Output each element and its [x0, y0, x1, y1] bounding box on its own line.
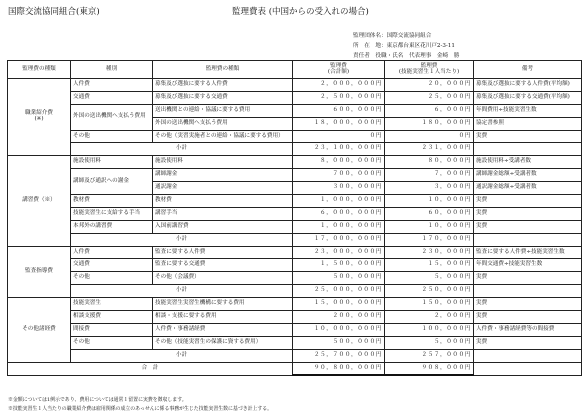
row-amount: １０，０００，０００円 [293, 323, 385, 336]
row-type: 相談支援費 [71, 311, 153, 324]
subtotal-amount: ２３，１００，０００円 [293, 143, 385, 156]
row-amount: ５００，０００円 [293, 336, 385, 349]
subtotal-label: 小計 [71, 349, 293, 362]
grand-total-label: 合 計 [8, 362, 293, 375]
row-note: 監査に要する人件費÷技能実習生数 [474, 246, 582, 259]
row-note: 実費 [474, 311, 582, 324]
row-note: 募集及び選抜に要する人件費(平均額) [474, 79, 582, 92]
row-amount: ２００，０００円 [293, 311, 385, 324]
row-note: 実費 [474, 195, 582, 208]
row-per-person: ３，０００円 [385, 182, 474, 195]
table-row [8, 272, 582, 285]
subtotal-amount: １７，０００，０００円 [293, 233, 385, 246]
section-name: 職業紹介費 (※) [8, 79, 71, 156]
table-row [8, 207, 582, 220]
row-content: 技能実習生実習生機構に要する費用 [153, 298, 293, 311]
row-amount: １，５００，０００円 [293, 259, 385, 272]
subtotal-per-person: ２３１，０００円 [385, 143, 474, 156]
row-note: 通訳謝金総額÷受講者数 [474, 182, 582, 195]
row-per-person: ６０，０００円 [385, 207, 474, 220]
subtotal-row [8, 285, 582, 298]
row-note: 実費 [474, 336, 582, 349]
row-note: 人件費・事務諸経費等の間接費 [474, 323, 582, 336]
row-type: 本邦外の講習費 [71, 220, 153, 233]
row-type: 交通費 [71, 91, 153, 104]
grand-total-note [474, 362, 582, 375]
table-row [8, 79, 582, 92]
row-type: 人件費 [71, 246, 153, 259]
row-content: 講師謝金 [153, 169, 293, 182]
header-category: 監理費の種類 [8, 61, 71, 79]
row-amount: ２３，０００，０００円 [293, 246, 385, 259]
supervising-body: 監理団体名：国際交流協同組合 [353, 33, 432, 39]
row-type: その他 [71, 272, 153, 285]
row-amount: １，０００，０００円 [293, 195, 385, 208]
row-content: 募集及び選抜に要する交通費 [153, 91, 293, 104]
subtotal-label: 小計 [71, 285, 293, 298]
table-row [8, 259, 582, 272]
row-content: その他（実習実施者との連絡・協議に要する費用） [153, 130, 293, 143]
row-per-person: ２５，０００円 [385, 91, 474, 104]
row-per-person: １００，０００円 [385, 323, 474, 336]
subtotal-label: 小計 [71, 233, 293, 246]
row-note: 年間交通費÷技能実習生数 [474, 259, 582, 272]
subtotal-per-person: １７０，０００円 [385, 233, 474, 246]
row-type: その他 [71, 130, 153, 143]
row-amount: ６，０００，０００円 [293, 207, 385, 220]
row-content: 外国の送出機関へ支払う費用 [153, 117, 293, 130]
table-row [8, 246, 582, 259]
row-content: 施設使用料 [153, 156, 293, 169]
table-row [8, 104, 582, 117]
table-row [8, 91, 582, 104]
row-amount: ６００，０００円 [293, 104, 385, 117]
row-content: 通訳謝金 [153, 182, 293, 195]
grand-total-amount: ９０，８００，０００円 [293, 362, 385, 375]
row-per-person: １０，０００円 [385, 195, 474, 208]
section-name: 講習費（※） [8, 156, 71, 246]
row-content: 送出機関との連絡・協議に要する費用 [153, 104, 293, 117]
subtotal-row [8, 233, 582, 246]
row-per-person: ２，０００円 [385, 311, 474, 324]
address: 所 在 地：東京都台東区花川戸2-3-11 [353, 43, 455, 49]
subtotal-note [474, 143, 582, 156]
subtotal-row [8, 349, 582, 362]
subtotal-row [8, 143, 582, 156]
row-content: 募集及び選抜に要する人件費 [153, 79, 293, 92]
document-title: 監理費表 (中国からの受入れの場合) [232, 7, 369, 17]
row-content: 入国前講習費 [153, 220, 293, 233]
subtotal-amount: ２５，７００，０００円 [293, 349, 385, 362]
row-per-person: １５，０００円 [385, 259, 474, 272]
row-note: 実費 [474, 207, 582, 220]
row-amount: ２，５００，０００円 [293, 91, 385, 104]
row-type: 技能実習生 [71, 298, 153, 311]
header-per-person: 監理費 (技能実習生１人当たり) [385, 61, 474, 79]
row-content: 教材費 [153, 195, 293, 208]
row-per-person: ６，０００円 [385, 104, 474, 117]
row-per-person: ５，０００円 [385, 336, 474, 349]
footnote: ※金額については1例示であり、費用については通常１留置に実費を徴収します。 [8, 397, 187, 403]
row-per-person: １５０，０００円 [385, 298, 474, 311]
table-row [8, 336, 582, 349]
row-content: 相談・支援に要する費用 [153, 311, 293, 324]
row-type: 技能実習生に支給する手当 [71, 207, 153, 220]
row-note: 募集及び選抜に要する交通費(平均額) [474, 91, 582, 104]
table-row [8, 156, 582, 169]
row-amount: ３００，０００円 [293, 182, 385, 195]
table-row [8, 323, 582, 336]
section-name: その他諸経費 [8, 298, 71, 362]
row-note: 施設使用料÷受講者数 [474, 156, 582, 169]
row-content: その他（技能実習生の保護に資する費用） [153, 336, 293, 349]
subtotal-note [474, 233, 582, 246]
row-type: 施設使用料 [71, 156, 153, 169]
row-note: 協定書参照 [474, 117, 582, 130]
table-header-row [8, 61, 582, 79]
row-amount: １５，０００，０００円 [293, 298, 385, 311]
table-row [8, 195, 582, 208]
section-name: 監査指導費 [8, 246, 71, 298]
row-content: 講習手当 [153, 207, 293, 220]
row-amount: ２，０００，０００円 [293, 79, 385, 92]
subtotal-note [474, 349, 582, 362]
subtotal-per-person: ２５０，０００円 [385, 285, 474, 298]
subtotal-label: 小計 [71, 143, 293, 156]
row-type: 講師及び通訳への謝金 [71, 169, 153, 195]
row-per-person: ７，０００円 [385, 169, 474, 182]
row-content: 監査に要する人件費 [153, 246, 293, 259]
row-type: 教材費 [71, 195, 153, 208]
row-per-person: ５，０００円 [385, 272, 474, 285]
responsible-person: 責任者 役職・氏名 代表理事 金崎 勝 [353, 53, 460, 59]
row-per-person: ２０，０００円 [385, 79, 474, 92]
table-row [8, 169, 582, 182]
organization-name: 国際交流協同組合(東京) [8, 7, 100, 17]
subtotal-amount: ２５，０００，０００円 [293, 285, 385, 298]
grand-total-per-person: ９０８，０００円 [385, 362, 474, 375]
row-per-person: ２３０，０００円 [385, 246, 474, 259]
row-type: 間接費 [71, 323, 153, 336]
table-row [8, 298, 582, 311]
header-note: 備考 [474, 61, 582, 79]
header-content: 監理費の種類 [153, 61, 293, 79]
row-note: 年間費用÷技能実習生数 [474, 104, 582, 117]
row-amount: ７００，０００円 [293, 169, 385, 182]
row-per-person: １８０，０００円 [385, 117, 474, 130]
header-amount: 監理費 (合計額) [293, 61, 385, 79]
row-amount: ８，０００，０００円 [293, 156, 385, 169]
header-type: 種別 [71, 61, 153, 79]
row-type: 人件費 [71, 79, 153, 92]
row-amount: ５００，０００円 [293, 272, 385, 285]
row-amount: １，０００，０００円 [293, 220, 385, 233]
table-row [8, 311, 582, 324]
row-content: 監査に要する交通費 [153, 259, 293, 272]
row-note: 実費 [474, 272, 582, 285]
row-type: 交通費 [71, 259, 153, 272]
row-content: 人件費・事務諸経費 [153, 323, 293, 336]
row-per-person: １０，０００円 [385, 220, 474, 233]
row-content: その他（会議費） [153, 272, 293, 285]
footnote: ※技能実習生１人当たりの職業紹介費は雇用関係の成立のあっせんに係る事務が生じた技能実習生数に基づき計上する。 [8, 406, 273, 412]
table-row [8, 130, 582, 143]
row-amount: ０円 [293, 130, 385, 143]
row-type: 外国の送出機関へ支払う費用 [71, 104, 153, 130]
row-note: 講師謝金総額÷受講者数 [474, 169, 582, 182]
grand-total-row [8, 362, 582, 375]
subtotal-per-person: ２５７，０００円 [385, 349, 474, 362]
row-per-person: ０円 [385, 130, 474, 143]
row-note: 実費 [474, 220, 582, 233]
row-note: 実費 [474, 298, 582, 311]
row-amount: １８，０００，０００円 [293, 117, 385, 130]
row-note: 実費 [474, 130, 582, 143]
subtotal-note [474, 285, 582, 298]
table-row [8, 220, 582, 233]
row-type: その他 [71, 336, 153, 349]
fee-table [7, 60, 582, 376]
row-per-person: ８０，０００円 [385, 156, 474, 169]
